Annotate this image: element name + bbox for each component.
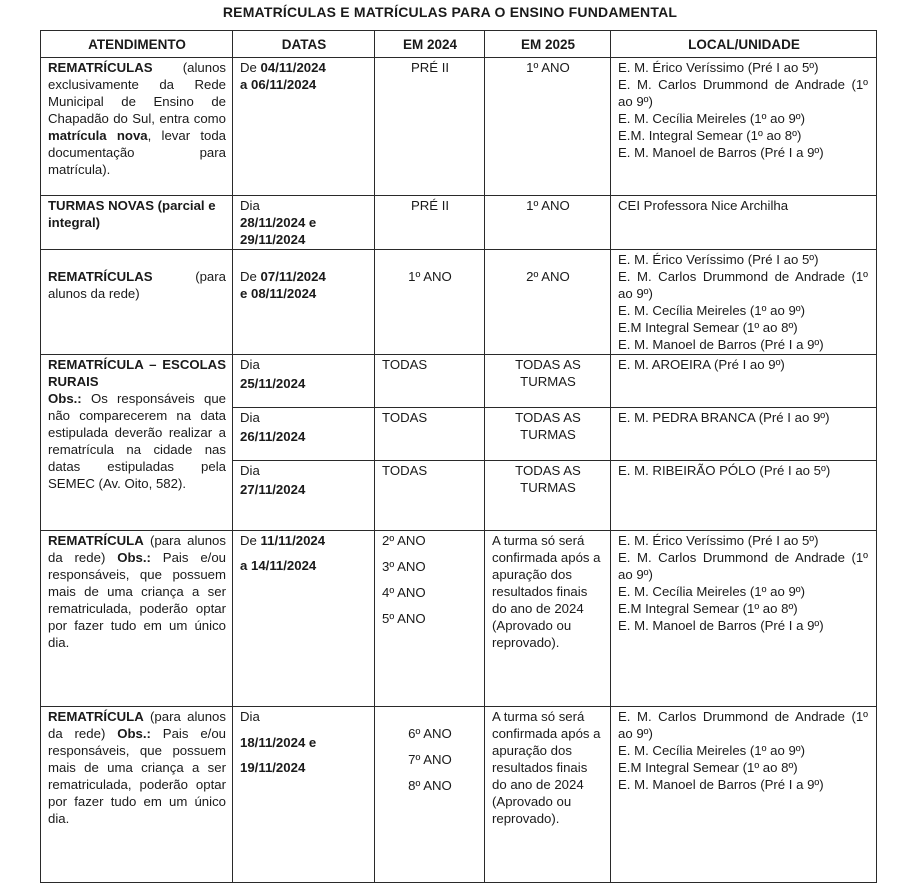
date-end: a 06/11/2024 — [240, 77, 317, 92]
local-item: E.M. Integral Semear (1º ao 8º) — [618, 128, 802, 143]
date-prefix: Dia — [240, 410, 260, 425]
local-cell — [611, 531, 877, 707]
atendimento-text: (para alunos da rede) — [48, 533, 226, 565]
date-end: a 14/11/2024 — [240, 558, 317, 573]
table-header-row — [41, 31, 877, 58]
date-start: 11/11/2024 — [260, 533, 326, 548]
em2025-cell: A turma só será confirmada após a apuração dos resultados finais do ano de 2024 (Aprovado ou reprovado). — [485, 531, 611, 707]
local-item: E. M. Érico Veríssimo (Pré I ao 5º) — [618, 252, 819, 267]
em2024-cell: PRÉ II — [375, 58, 485, 196]
local-cell: E. M. AROEIRA (Pré I ao 9º) — [611, 355, 877, 408]
em2024-cell: 1º ANO — [375, 250, 485, 355]
header-em-2024: EM 2024 — [375, 31, 485, 58]
enrollment-table — [40, 30, 877, 883]
grade-item: 3º ANO — [382, 559, 426, 574]
header-em-2025: EM 2025 — [485, 31, 611, 58]
datas-cell — [233, 196, 375, 250]
local-item: E. M. Érico Veríssimo (Pré I ao 5º) — [618, 533, 819, 548]
local-cell: CEI Professora Nice Archilha — [611, 196, 877, 250]
atendimento-cell — [41, 531, 233, 707]
local-item: E. M. Carlos Drummond de Andrade (1º ao 9º) — [618, 77, 868, 109]
header-atendimento: ATENDIMENTO — [41, 31, 233, 58]
local-item: E. M. Cecília Meireles (1º ao 9º) — [618, 303, 805, 318]
date-prefix: Dia — [240, 463, 260, 478]
em2024-cell: TODAS — [375, 408, 485, 461]
header-datas: DATAS — [233, 31, 375, 58]
table-row — [41, 196, 877, 250]
local-item: E. M. Érico Veríssimo (Pré I ao 5º) — [618, 60, 819, 75]
date-prefix: Dia — [240, 709, 260, 724]
table-row — [41, 250, 877, 355]
local-item: E. M. Cecília Meireles (1º ao 9º) — [618, 743, 805, 758]
em2025-cell: TODAS AS TURMAS — [485, 408, 611, 461]
local-cell: E. M. PEDRA BRANCA (Pré I ao 9º) — [611, 408, 877, 461]
grade-item: 2º ANO — [382, 533, 426, 548]
date-range: 28/11/2024 e 29/11/2024 — [240, 215, 317, 247]
atendimento-title: TURMAS NOVAS (parcial e integral) — [48, 198, 216, 230]
em2024-cell: TODAS — [375, 461, 485, 531]
obs-label: Obs.: — [117, 550, 151, 565]
date-start: 04/11/2024 — [260, 60, 326, 75]
em2025-cell: TODAS AS TURMAS — [485, 461, 611, 531]
atendimento-text: (para alunos da rede) — [48, 269, 226, 301]
date-value: 26/11/2024 — [240, 429, 306, 444]
atendimento-cell — [41, 707, 233, 883]
table-row — [41, 355, 877, 408]
date-end: e 08/11/2024 — [240, 286, 317, 301]
em2024-cell: PRÉ II — [375, 196, 485, 250]
em2025-cell: A turma só será confirmada após a apuração dos resultados finais do ano de 2024 (Aprovado ou reprovado). — [485, 707, 611, 883]
atendimento-text: (alunos exclusivamente da Rede Municipal de Ensino de Chapadão do Sul, entra como — [48, 60, 226, 126]
table-row — [41, 531, 877, 707]
obs-label: Obs.: — [48, 391, 82, 406]
em2025-cell: 1º ANO — [485, 196, 611, 250]
local-item: E. M. Carlos Drummond de Andrade (1º ao 9º) — [618, 269, 868, 301]
grade-item: 4º ANO — [382, 585, 426, 600]
local-item: E. M. Manoel de Barros (Pré I a 9º) — [618, 145, 824, 160]
date-prefix: De — [240, 60, 261, 75]
page-title: REMATRÍCULAS E MATRÍCULAS PARA O ENSINO FUNDAMENTAL — [222, 4, 678, 20]
em2024-cell: TODAS — [375, 355, 485, 408]
atendimento-title: REMATRÍCULAS — [48, 269, 153, 284]
grade-item: 5º ANO — [382, 611, 426, 626]
atendimento-text: (para alunos da rede) — [48, 709, 226, 741]
local-item: E. M. Cecília Meireles (1º ao 9º) — [618, 584, 805, 599]
date-start: 18/11/2024 e — [240, 735, 317, 750]
local-item: E. M. Manoel de Barros (Pré I a 9º) — [618, 618, 824, 633]
date-prefix: Dia — [240, 198, 260, 213]
atendimento-title: REMATRÍCULAS — [48, 60, 153, 75]
local-item: E.M Integral Semear (1º ao 8º) — [618, 760, 798, 775]
datas-cell — [233, 355, 375, 408]
table-row — [41, 58, 877, 196]
obs-text: Os responsáveis que não comparecerem na data estipulada deverão realizar a rematrícula na cidade nas datas estipuladas pela SEMEC (Av. Oito, 582). — [48, 391, 226, 491]
atendimento-text: , levar toda documentação para matrícula). — [48, 128, 226, 177]
local-item: E. M. Carlos Drummond de Andrade (1º ao 9º) — [618, 550, 868, 582]
grade-item: 8º ANO — [408, 778, 452, 793]
date-value: 27/11/2024 — [240, 482, 306, 497]
atendimento-cell — [41, 196, 233, 250]
local-cell — [611, 58, 877, 196]
datas-cell — [233, 250, 375, 355]
grade-item: 6º ANO — [408, 726, 452, 741]
local-item: E.M Integral Semear (1º ao 8º) — [618, 320, 798, 335]
date-prefix: De — [240, 533, 261, 548]
datas-cell — [233, 461, 375, 531]
atendimento-cell — [41, 250, 233, 355]
date-value: 25/11/2024 — [240, 376, 306, 391]
local-cell — [611, 707, 877, 883]
local-item: E. M. Carlos Drummond de Andrade (1º ao 9º) — [618, 709, 868, 741]
obs-label: Obs.: — [117, 726, 151, 741]
em2024-cell — [375, 531, 485, 707]
date-end: 19/11/2024 — [240, 760, 306, 775]
atendimento-title: REMATRÍCULA — [48, 533, 144, 548]
table-row — [41, 707, 877, 883]
atendimento-title: REMATRÍCULA – ESCOLAS RURAIS — [48, 357, 226, 389]
atendimento-title: REMATRÍCULA — [48, 709, 144, 724]
local-item: E. M. Manoel de Barros (Pré I a 9º) — [618, 337, 824, 352]
atendimento-cell — [41, 355, 233, 531]
em2024-cell — [375, 707, 485, 883]
em2025-cell: 2º ANO — [485, 250, 611, 355]
datas-cell — [233, 531, 375, 707]
date-start: 07/11/2024 — [260, 269, 326, 284]
atendimento-cell — [41, 58, 233, 196]
atendimento-highlight: matrícula nova — [48, 128, 148, 143]
datas-cell — [233, 58, 375, 196]
local-item: E.M Integral Semear (1º ao 8º) — [618, 601, 798, 616]
datas-cell — [233, 408, 375, 461]
datas-cell — [233, 707, 375, 883]
date-prefix: De — [240, 269, 261, 284]
header-local-unidade: LOCAL/UNIDADE — [611, 31, 877, 58]
local-item: E. M. Manoel de Barros (Pré I a 9º) — [618, 777, 824, 792]
em2025-cell: 1º ANO — [485, 58, 611, 196]
local-cell: E. M. RIBEIRÃO PÓLO (Pré I ao 5º) — [611, 461, 877, 531]
obs-text: Pais e/ou responsáveis, que possuem mais de uma criança a ser rematriculada, poderão optar por fazer tudo em um único dia. — [48, 550, 226, 650]
local-item: E. M. Cecília Meireles (1º ao 9º) — [618, 111, 805, 126]
grade-item: 7º ANO — [408, 752, 452, 767]
em2025-cell: TODAS AS TURMAS — [485, 355, 611, 408]
obs-text: Pais e/ou responsáveis, que possuem mais de uma criança a ser rematriculada, poderão optar por fazer tudo em um único dia. — [48, 726, 226, 826]
date-prefix: Dia — [240, 357, 260, 372]
local-cell — [611, 250, 877, 355]
